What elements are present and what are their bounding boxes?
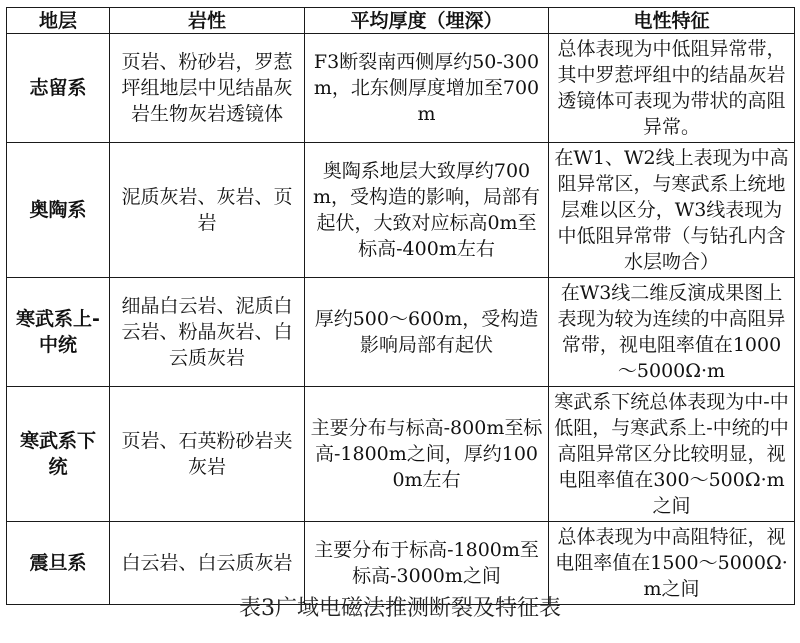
layer-cell: 寒武系上-中统 (7, 278, 110, 387)
header-row (7, 8, 795, 34)
lithology-cell: 页岩、石英粉砂岩夹灰岩 (110, 387, 305, 522)
layer-cell: 震旦系 (7, 522, 110, 605)
electrical-cell: 总体表现为中高阻特征，视电阻率值在1500～5000Ω·m之间 (549, 522, 795, 605)
header-lithology: 岩性 (110, 8, 305, 34)
lithology-cell: 白云岩、白云质灰岩 (110, 522, 305, 605)
lithology-cell: 细晶白云岩、泥质白云岩、粉晶灰岩、白云质灰岩 (110, 278, 305, 387)
lithology-cell: 泥质灰岩、灰岩、页岩 (110, 143, 305, 278)
layer-cell: 奥陶系 (7, 143, 110, 278)
header-layer: 地层 (7, 8, 110, 34)
electrical-cell: 在W3线二维反演成果图上表现为较为连续的中高阻异常带，视电阻率值在1000～5000Ω·m (549, 278, 795, 387)
header-electrical: 电性特征 (549, 8, 795, 34)
lithology-cell: 页岩、粉砂岩，罗惹坪组地层中见结晶灰岩生物灰岩透镜体 (110, 34, 305, 143)
thickness-cell: 厚约500～600m，受构造影响局部有起伏 (305, 278, 549, 387)
electrical-cell: 总体表现为中低阻异常带，其中罗惹坪组中的结晶灰岩透镜体可表现为带状的高阻异常。 (549, 34, 795, 143)
thickness-cell: F3断裂南西侧厚约50-300m，北东侧厚度增加至700m (305, 34, 549, 143)
layer-cell: 寒武系下统 (7, 387, 110, 522)
layer-cell: 志留系 (7, 34, 110, 143)
thickness-cell: 奥陶系地层大致厚约700m，受构造的影响，局部有起伏，大致对应标高0m至标高-400m左右 (305, 143, 549, 278)
table-row (7, 143, 795, 278)
table-row (7, 387, 795, 522)
electrical-cell: 在W1、W2线上表现为中高阻异常区，与寒武系上统地层难以区分，W3线表现为中低阻异常带（与钻孔内含水层吻合） (549, 143, 795, 278)
header-thickness: 平均厚度（埋深） (305, 8, 549, 34)
thickness-cell: 主要分布于标高-1800m至标高-3000m之间 (305, 522, 549, 605)
thickness-cell: 主要分布与标高-800m至标高-1800m之间，厚约1000m左右 (305, 387, 549, 522)
table-row (7, 278, 795, 387)
fault-characteristics-table (6, 7, 795, 605)
electrical-cell: 寒武系下统总体表现为中-中低阻，与寒武系上-中统的中高阻异常区分比较明显，视电阻率值在300～500Ω·m之间 (549, 387, 795, 522)
table-row (7, 34, 795, 143)
table-caption: 表3广域电磁法推测断裂及特征表 (239, 596, 561, 621)
